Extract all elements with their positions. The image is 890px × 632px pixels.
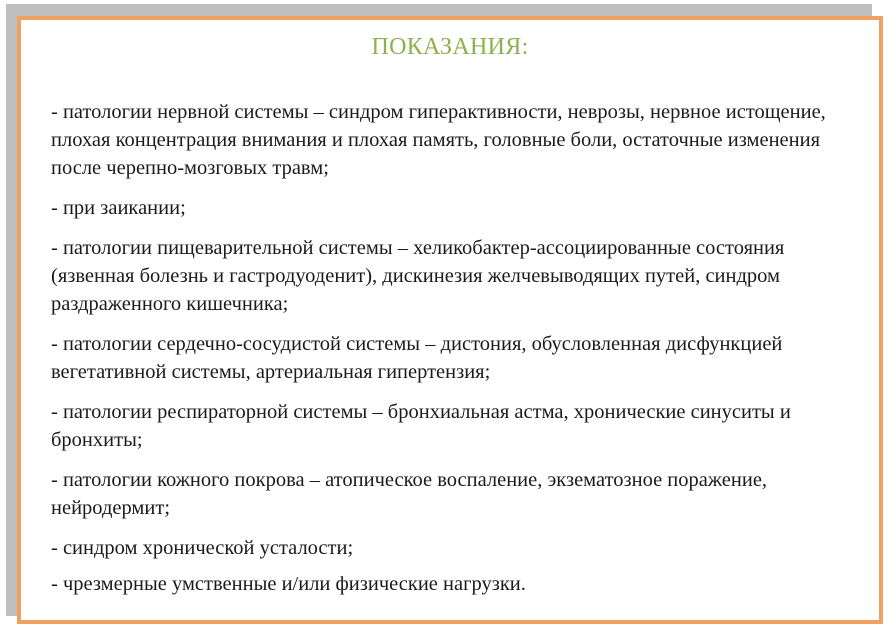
slide [17, 16, 883, 624]
list-item: - чрезмерные умственные и/или физические нагрузки. [51, 573, 526, 595]
indications-list [51, 98, 851, 610]
slide-title: ПОКАЗАНИЯ: [371, 34, 529, 60]
list-item: - патологии кожного покрова – атопическое воспаление, экзематозное поражение, нейродермит; [51, 469, 768, 519]
list-item: - при заикании; [51, 197, 186, 219]
list-item: - патологии нервной системы – синдром гиперактивности, неврозы, нервное истощение, плохая концентрация внимания и плохая память, головные боли, остаточные изменения после черепно-мозговых травм; [51, 101, 826, 179]
list-item: - патологии респираторной системы – бронхиальная астма, хронические синуситы и бронхиты; [51, 401, 791, 451]
list-item: - синдром хронической усталости; [51, 537, 354, 559]
list-item: - патологии сердечно-сосудистой системы – дистония, обусловленная дисфункцией вегетативной системы, артериальная гипертензия; [51, 333, 783, 383]
list-item: - патологии пищеварительной системы – хеликобактер-ассоциированные состояния (язвенная болезнь и гастродуоденит), дискинезия желчевыводящих путей, синдром раздраженного кишечника; [51, 237, 785, 315]
